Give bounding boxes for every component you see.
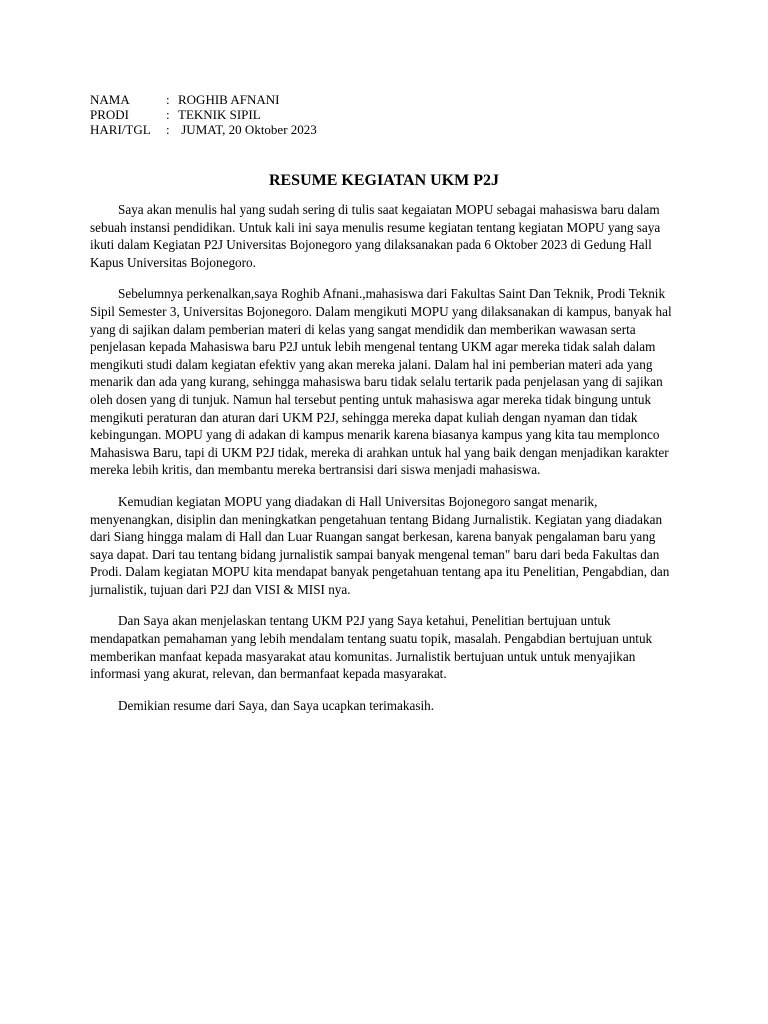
identity-row-name (90, 92, 317, 107)
paragraph-intro: Saya akan menulis hal yang sudah sering di tulis saat kegaiatan MOPU sebagai mahasiswa baru dalam sebuah instansi pendidikan. Untuk kali ini saya menulis resume kegiatan tentang kegiatan MOPU yang saya ikuti dalam Kegiatan P2J Universitas Bojonegoro yang dilaksanakan pada 6 Oktober 2023 di Gedung Hall Kapus Universitas Bojonegoro. (90, 202, 661, 270)
paragraph-mopu-activity: Kemudian kegiatan MOPU yang diadakan di Hall Universitas Bojonegoro sangat menarik, menyenangkan, disiplin dan meningkatkan pengetahuan tentang Bidang Jurnalistik. Kegiatan yang diadakan dari Siang hingga malam di Hall dan Luar Ruangan sangat berkesan, karena banyak pengalaman baru yang saya dapat. Dari tau tentang bidang jurnalistik sampai banyak mengenal teman" baru dari beda Fakultas dan Prodi. Dalam kegiatan MOPU kita mendapat banyak pengetahuan tentang apa itu Penelitian, Pengabdian, dan jurnalistik, tujuan dari P2J dan VISI & MISI nya. (90, 493, 670, 597)
name-label: NAMA (90, 92, 130, 107)
prodi-value: TEKNIK SIPIL (178, 107, 261, 122)
document-title: RESUME KEGIATAN UKM P2J (268, 172, 500, 189)
document-body (90, 201, 682, 728)
identity-row-prodi (90, 107, 317, 122)
date-colon: : (166, 122, 170, 137)
identity-row-date (90, 122, 317, 137)
paragraph-closing: Demikian resume dari Saya, dan Saya ucapkan terimakasih. (118, 697, 435, 713)
name-value: ROGHIB AFNANI (178, 92, 280, 107)
date-label: HARI/TGL (90, 122, 151, 137)
prodi-label: PRODI (90, 107, 130, 122)
prodi-colon: : (166, 107, 170, 122)
paragraph-ukm-explanation: Dan Saya akan menjelaskan tentang UKM P2J yang Saya ketahui, Penelitian bertujuan untuk mendapatkan pemahaman yang lebih mendalam tentang suatu topik, masalah. Pengabdian bertujuan untuk memberikan manfaat kepada masyarakat atau komunitas. Jurnalistik bertujuan untuk untuk menyajikan informasi yang akurat, relevan, dan bermanfaat kepada masyarakat. (90, 613, 653, 682)
name-colon: : (166, 92, 170, 107)
paragraph-introduction-self: Sebelumnya perkenalkan,saya Roghib Afnani.,mahasiswa dari Fakultas Saint Dan Teknik, Prodi Teknik Sipil Semester 3, Universitas Bojonegoro. Dalam mengikuti MOPU yang dilaksanakan di kampus, banyak hal yang di sajikan dalam pemberian materi di kelas yang sangat mendidik dan memberikan wawasan serta penjelasan kepada Mahasiswa baru P2J untuk lebih mengenal tentang UKM agar mereka tidak salah dalam mengikuti studi dalam kegiatan efektiv yang akan mereka jalani. Dalam hal ini pemberian materi ada yang menarik dan ada yang kurang, sehingga mahasiswa baru tidak selalu tertarik pada penjelasan yang di sajikan oleh dosen yang di tunjuk. Namun hal tersebut penting untuk mahasiswa agar mereka tidak bingung untuk mengikuti peraturan dan aturan dari UKM P2J, sehingga mereka dapat kuliah dengan nyaman dan tidak kebingungan. MOPU yang di adakan di kampus menarik karena biasanya kampus yang kita tau memplonco Mahasiswa Baru, tapi di UKM P2J tidak, mereka di arahkan untuk hal yang baik dengan menjadikan karakter mereka lebih kritis, dan membantu mereka bertransisi dari siswa menjadi mahasiswa. (90, 286, 672, 478)
identity-block (90, 92, 317, 137)
date-value: JUMAT, 20 Oktober 2023 (178, 122, 317, 137)
